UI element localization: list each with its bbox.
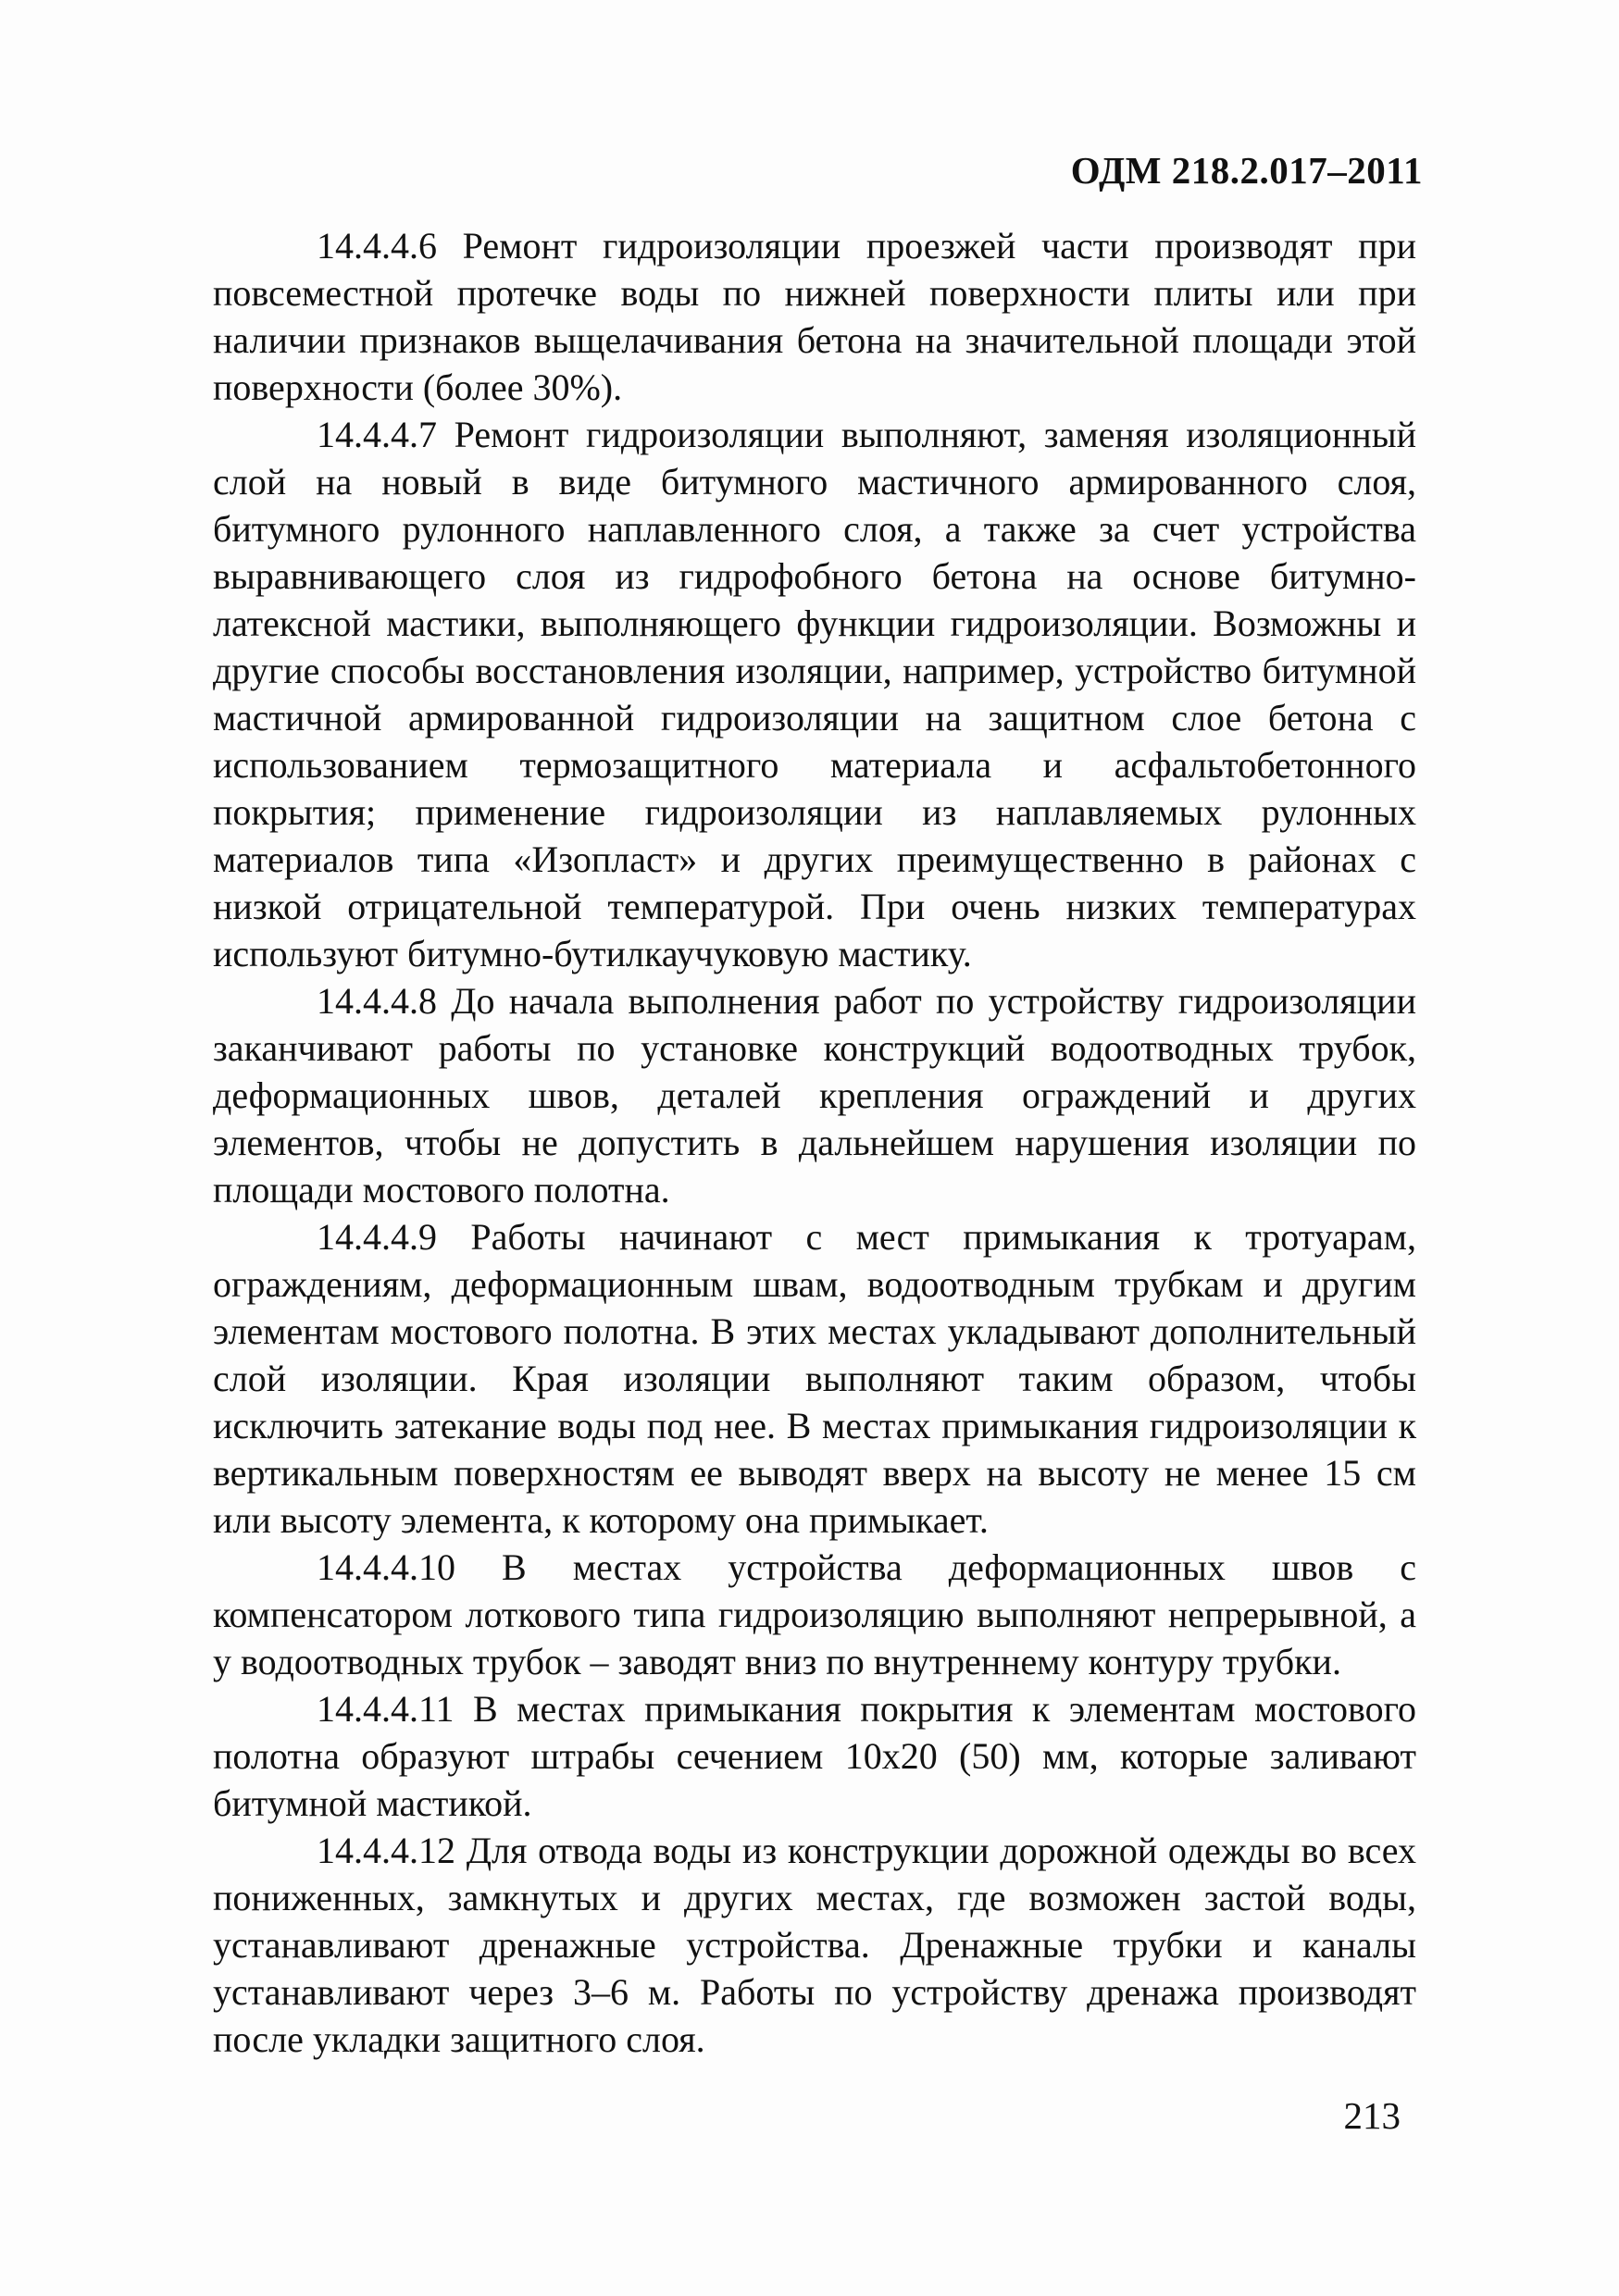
page-number: 213 — [1343, 2094, 1401, 2137]
paragraph-14-4-4-9: 14.4.4.9 Работы начинают с мест примыкания к тротуарам, ограждениям, деформационным швам, водоотводным трубкам и другим элементам мостового полотна. В этих местах укладывают дополнительный слой изоляции. Края изоляции выполняют таким образом, чтобы исключить затекание воды под нее. В местах примыкания гидроизоляции к вертикальным поверхностям ее выводят вверх на высоту не менее 15 см или высоту элемента, к которому она примыкает. — [213, 1216, 1416, 1541]
document-body — [213, 222, 1416, 2063]
paragraph-14-4-4-8: 14.4.4.8 До начала выполнения работ по устройству гидроизоляции заканчивают работы по установке конструкций водоотводных трубок, деформационных швов, деталей крепления ограждений и других элементов, чтобы не допустить в дальнейшем нарушения изоляции по площади мостового полотна. — [213, 980, 1416, 1210]
paragraph-14-4-4-6: 14.4.4.6 Ремонт гидроизоляции проезжей части производят при повсеместной протечке воды по нижней поверхности плиты или при наличии признаков выщелачивания бетона на значительной площади этой поверхности (более 30%). — [213, 225, 1416, 408]
paragraph-14-4-4-11: 14.4.4.11 В местах примыкания покрытия к элементам мостового полотна образуют штрабы сечением 10x20 (50) мм, которые заливают битумной мастикой. — [213, 1688, 1416, 1824]
paragraph-14-4-4-7: 14.4.4.7 Ремонт гидроизоляции выполняют, заменяя изоляционный слой на новый в виде битумного мастичного армированного слоя, битумного рулонного наплавленного слоя, а также за счет устройства выравнивающего слоя из гидрофобного бетона на основе битумно-латексной мастики, выполняющего функции гидроизоляции. Возможны и другие способы восстановления изоляции, например, устройство битумной мастичной армированной гидроизоляции на защитном слое бетона с использованием термозащитного материала и асфальтобетонного покрытия; применение гидроизоляции из наплавляемых рулонных материалов типа «Изопласт» и других преимущественно в районах с низкой отрицательной температурой. При очень низких температурах используют битумно-бутилкаучуковую мастику. — [213, 414, 1416, 974]
document-header: ОДМ 218.2.017–2011 — [1070, 149, 1423, 192]
paragraph-14-4-4-10: 14.4.4.10 В местах устройства деформационных швов с компенсатором лоткового типа гидроизоляцию выполняют непрерывной, а у водоотводных трубок – заводят вниз по внутреннему контуру трубки. — [213, 1546, 1416, 1682]
paragraph-14-4-4-12: 14.4.4.12 Для отвода воды из конструкции дорожной одежды во всех пониженных, замкнутых и других местах, где возможен застой воды, устанавливают дренажные устройства. Дренажные трубки и каналы устанавливают через 3–6 м. Работы по устройству дренажа производят после укладки защитного слоя. — [213, 1830, 1416, 2060]
